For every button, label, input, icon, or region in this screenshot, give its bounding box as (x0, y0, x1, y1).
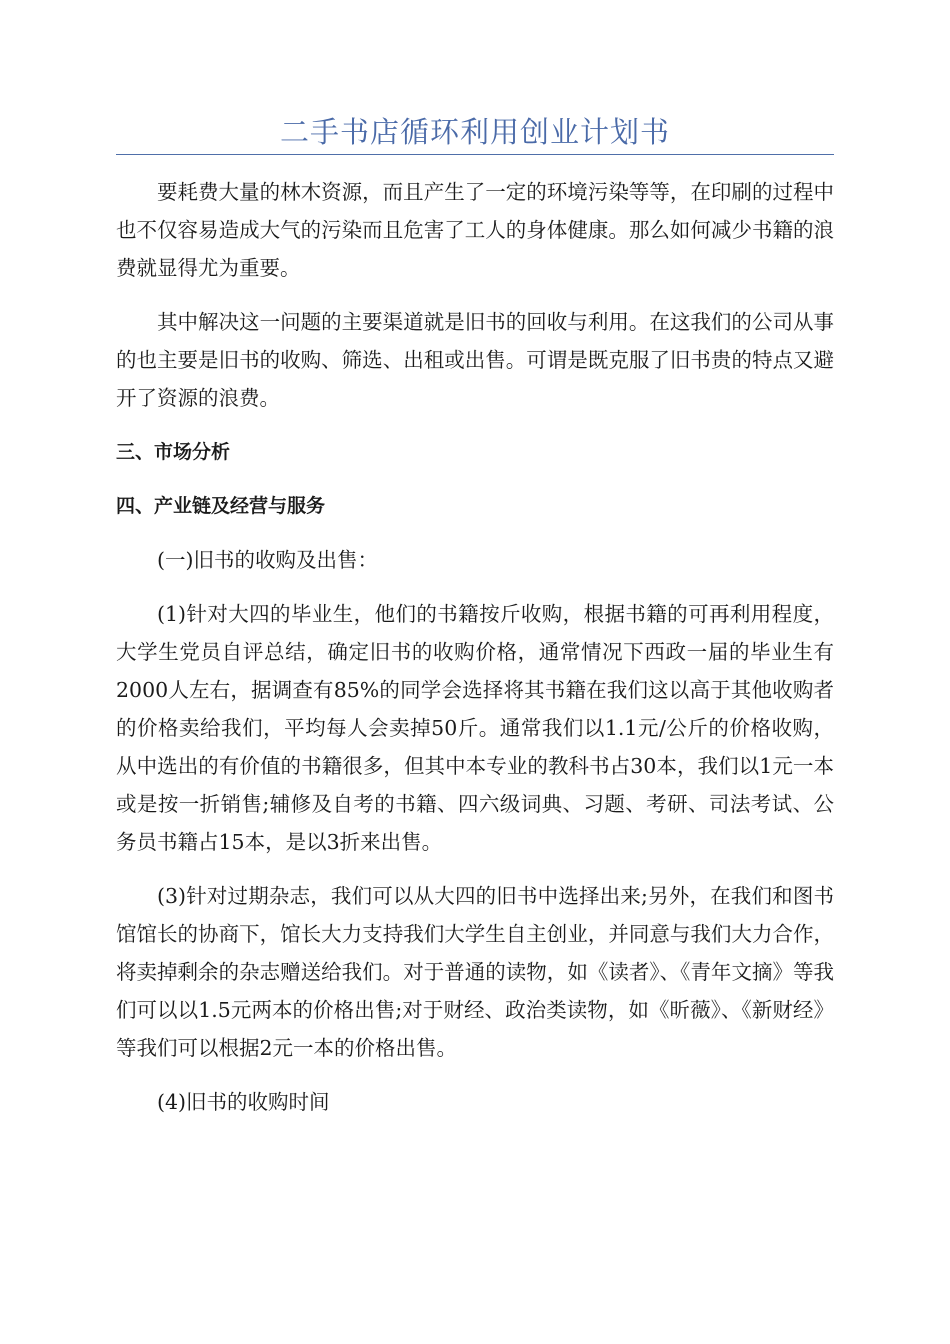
subheading-purchase-and-sale: (一)旧书的收购及出售： (157, 548, 378, 572)
paragraph-purchase-time: (4)旧书的收购时间 (157, 1090, 330, 1114)
document-title: 二手书店循环利用创业计划书 (279, 115, 670, 149)
paragraph-recycling-solution: 其中解决这一问题的主要渠道就是旧书的回收与利用。在这我们的公司从事的也主要是旧书的收购、筛选、出租或出售。可谓是既克服了旧书贵的特点又避开了资源的浪费。 (116, 310, 834, 410)
paragraph-graduate-books: (1)针对大四的毕业生，他们的书籍按斤收购，根据书籍的可再利用程度，大学生党员自评总结，确定旧书的收购价格，通常情况下西政一届的毕业生有2000人左右，据调查有85%的同学会选择将其书籍在我们这以高于其他收购者的价格卖给我们，平均每人会卖掉50斤。通常我们以1.1元/公斤的价格收购，从中选出的有价值的书籍很多，但其中本专业的教科书占30本，我们以1元一本或是按一折销售;辅修及自考的书籍、四六级词典、习题、考研、司法考试、公务员书籍占15本，是以3折来出售。 (116, 602, 834, 854)
document-body (116, 173, 834, 1137)
section-heading-market-analysis: 三、市场分析 (116, 441, 231, 463)
section-heading-industry-chain: 四、产业链及经营与服务 (116, 495, 326, 517)
paragraph-expired-magazines: (3)针对过期杂志，我们可以从大四的旧书中选择出来;另外，在我们和图书馆馆长的协商下，馆长大力支持我们大学生自主创业，并同意与我们大力合作，将卖掉剩余的杂志赠送给我们。对于普通的读物，如《读者》、《青年文摘》等我们可以以1.5元两本的价格出售;对于财经、政治类读物，如《昕薇》、《新财经》等我们可以根据2元一本的价格出售。 (116, 884, 834, 1060)
paragraph-resource-cost: 要耗费大量的林木资源，而且产生了一定的环境污染等等，在印刷的过程中也不仅容易造成大气的污染而且危害了工人的身体健康。那么如何减少书籍的浪费就显得尤为重要。 (116, 180, 834, 280)
title-underline (116, 154, 834, 155)
